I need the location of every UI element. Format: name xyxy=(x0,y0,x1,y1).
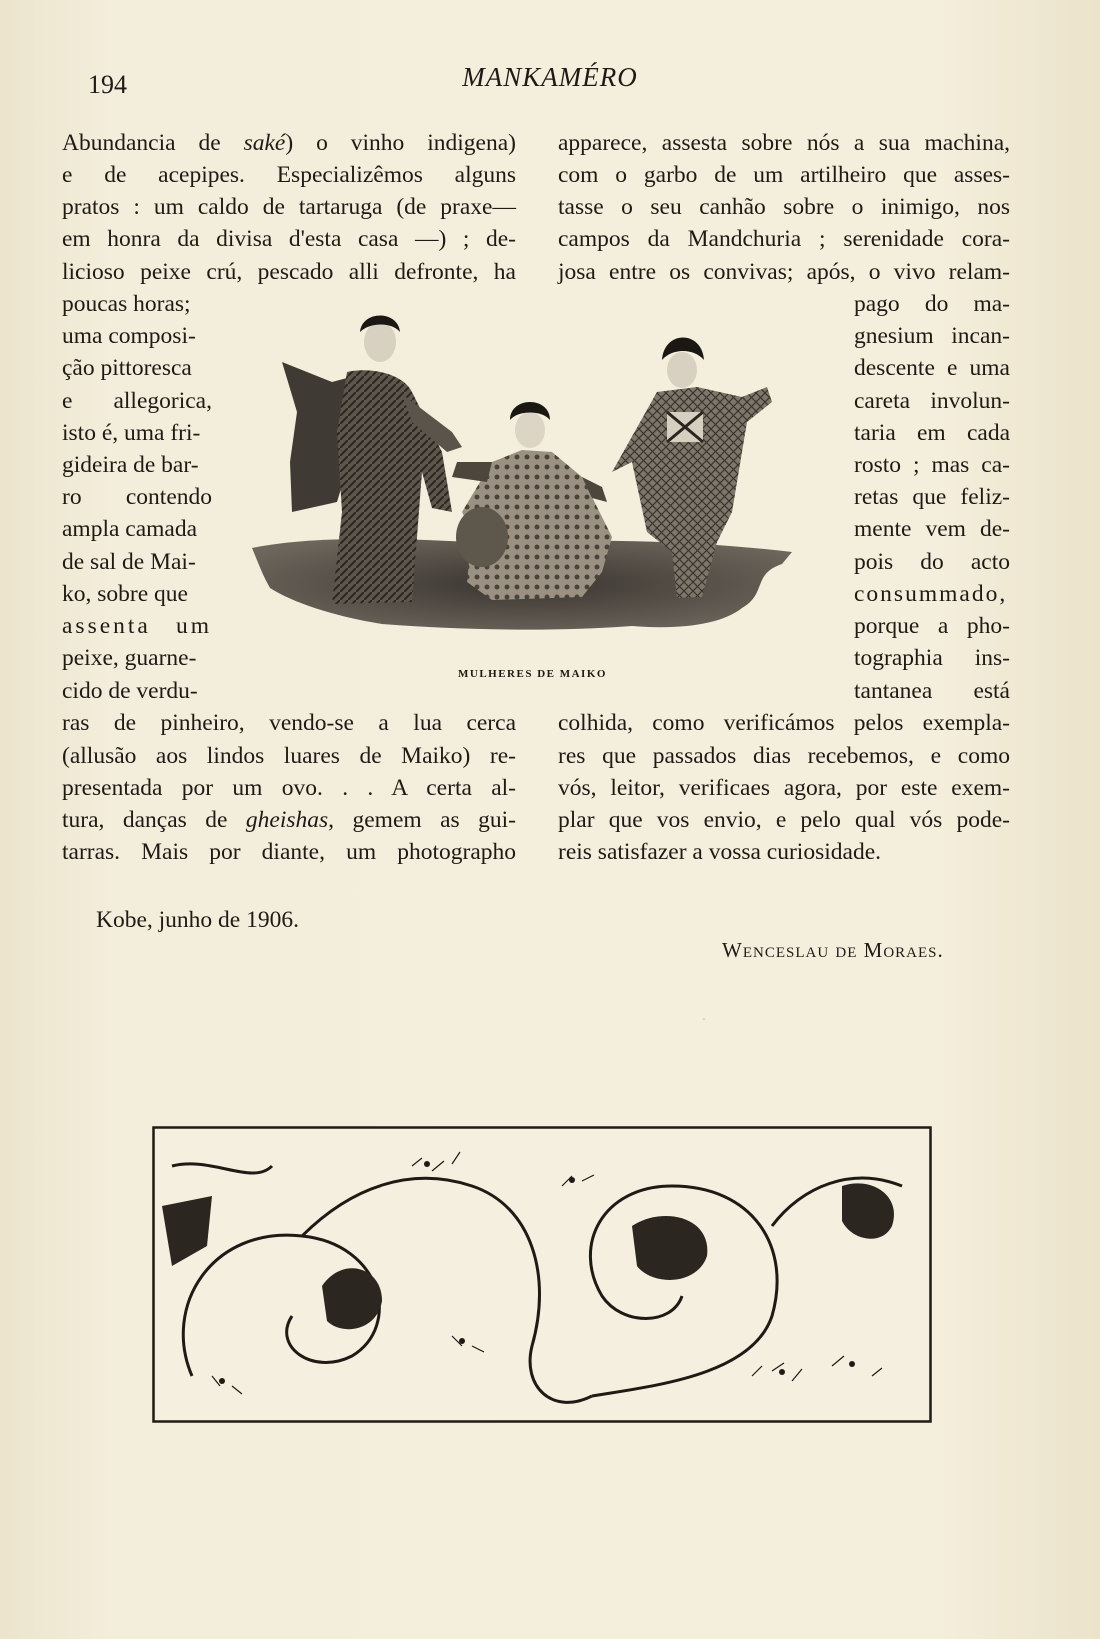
show-through-mark: · xyxy=(700,1007,708,1032)
right-narrow-line: pois do acto xyxy=(854,549,1010,575)
left-line-4: em honra da divisa d'esta casa —) ; de- xyxy=(62,226,516,252)
left-narrow-line: ko, sobre que xyxy=(62,581,188,607)
right-line: apparece, assesta sobre nós a sua machina, xyxy=(558,130,1010,156)
running-title: MANKAMÉRO xyxy=(462,62,638,92)
left-bottom-line: presentada por um ovo. . . A certa al- xyxy=(62,775,516,801)
right-bottom-line: res que passados dias recebemos, e como xyxy=(558,743,1010,769)
right-narrow-line: descente e uma xyxy=(854,355,1010,381)
left-narrow-line: uma composi- xyxy=(62,323,196,349)
right-narrow-line: taria em cada xyxy=(854,420,1010,446)
page-number: 194 xyxy=(88,70,127,99)
left-narrow-line: peixe, guarne- xyxy=(62,645,197,671)
right-narrow-line: mente vem de- xyxy=(854,516,1010,542)
figure-caption: MULHERES DE MAIKO xyxy=(458,668,607,680)
left-bottom-line-4: tura, danças de gheishas, gemem as gui- xyxy=(62,807,516,833)
left-narrow-line: isto é, uma fri- xyxy=(62,420,201,446)
right-bottom-line: vós, leitor, verificaes agora, por este exem- xyxy=(558,775,1010,801)
right-line: josa entre os convivas; após, o vivo relam- xyxy=(558,259,1010,285)
left-narrow-line: e allegorica, xyxy=(62,388,212,414)
left-bottom-line: ras de pinheiro, vendo-se a lua cerca xyxy=(62,710,516,736)
right-line: com o garbo de um artilheiro que asses- xyxy=(558,162,1010,188)
left-narrow-line: gideira de bar- xyxy=(62,452,199,478)
left-line-3: pratos : um caldo de tartaruga (de praxe— xyxy=(62,194,516,220)
left-narrow-line: cido de verdu- xyxy=(62,678,198,704)
right-narrow-line: porque a pho- xyxy=(854,613,1010,639)
dancer-center xyxy=(452,402,612,600)
right-narrow-line: careta involun- xyxy=(854,388,1010,414)
floral-ornament xyxy=(152,1126,932,1423)
maiko-dancers-photo xyxy=(252,312,812,658)
right-line: tasse o seu canhão sobre o inimigo, nos xyxy=(558,194,1010,220)
left-narrow-line: de sal de Mai- xyxy=(62,549,196,575)
left-line-5: licioso peixe crú, pescado alli defronte, ha xyxy=(62,259,516,285)
left-narrow-line: ção pittoresca xyxy=(62,355,192,381)
author-last-name: Moraes. xyxy=(863,938,944,962)
right-narrow-line: pago do ma- xyxy=(854,291,1010,317)
left-narrow-line: poucas horas; xyxy=(62,291,191,317)
left-narrow-line: ampla camada xyxy=(62,516,198,542)
right-narrow-line: gnesium incan- xyxy=(854,323,1010,349)
left-narrow-line: ro contendo xyxy=(62,484,212,510)
italic-word: gheishas xyxy=(245,807,329,833)
right-bottom-line: plar que vos envio, e pelo qual vós pode- xyxy=(558,807,1010,833)
italic-word: saké xyxy=(243,130,286,156)
right-narrow-line: consummado, xyxy=(854,581,1008,607)
left-narrow-line: assenta um xyxy=(62,613,212,639)
right-narrow-line: retas que feliz- xyxy=(854,484,1010,510)
left-line-1: Abundancia de saké) o vinho indigena) xyxy=(62,130,516,156)
right-bottom-line: colhida, como verificámos pelos exempla- xyxy=(558,710,1010,736)
right-narrow-line: rosto ; mas ca- xyxy=(854,452,1010,478)
right-bottom-line: reis satisfazer a vossa curiosidade. xyxy=(558,839,881,865)
right-narrow-line: tantanea está xyxy=(854,678,1010,704)
left-bottom-line: tarras. Mais por diante, um photographo xyxy=(62,839,516,865)
author-first-name: Wenceslau de xyxy=(722,938,858,962)
right-narrow-line: tographia ins- xyxy=(854,645,1010,671)
author-signature xyxy=(722,938,944,963)
right-line: campos da Mandchuria ; serenidade cora- xyxy=(558,226,1010,252)
place-and-date: Kobe, junho de 1906. xyxy=(96,907,299,933)
left-line-2: e de acepipes. Especializêmos alguns xyxy=(62,162,516,188)
left-bottom-line: (allusão aos lindos luares de Maiko) re- xyxy=(62,743,516,769)
